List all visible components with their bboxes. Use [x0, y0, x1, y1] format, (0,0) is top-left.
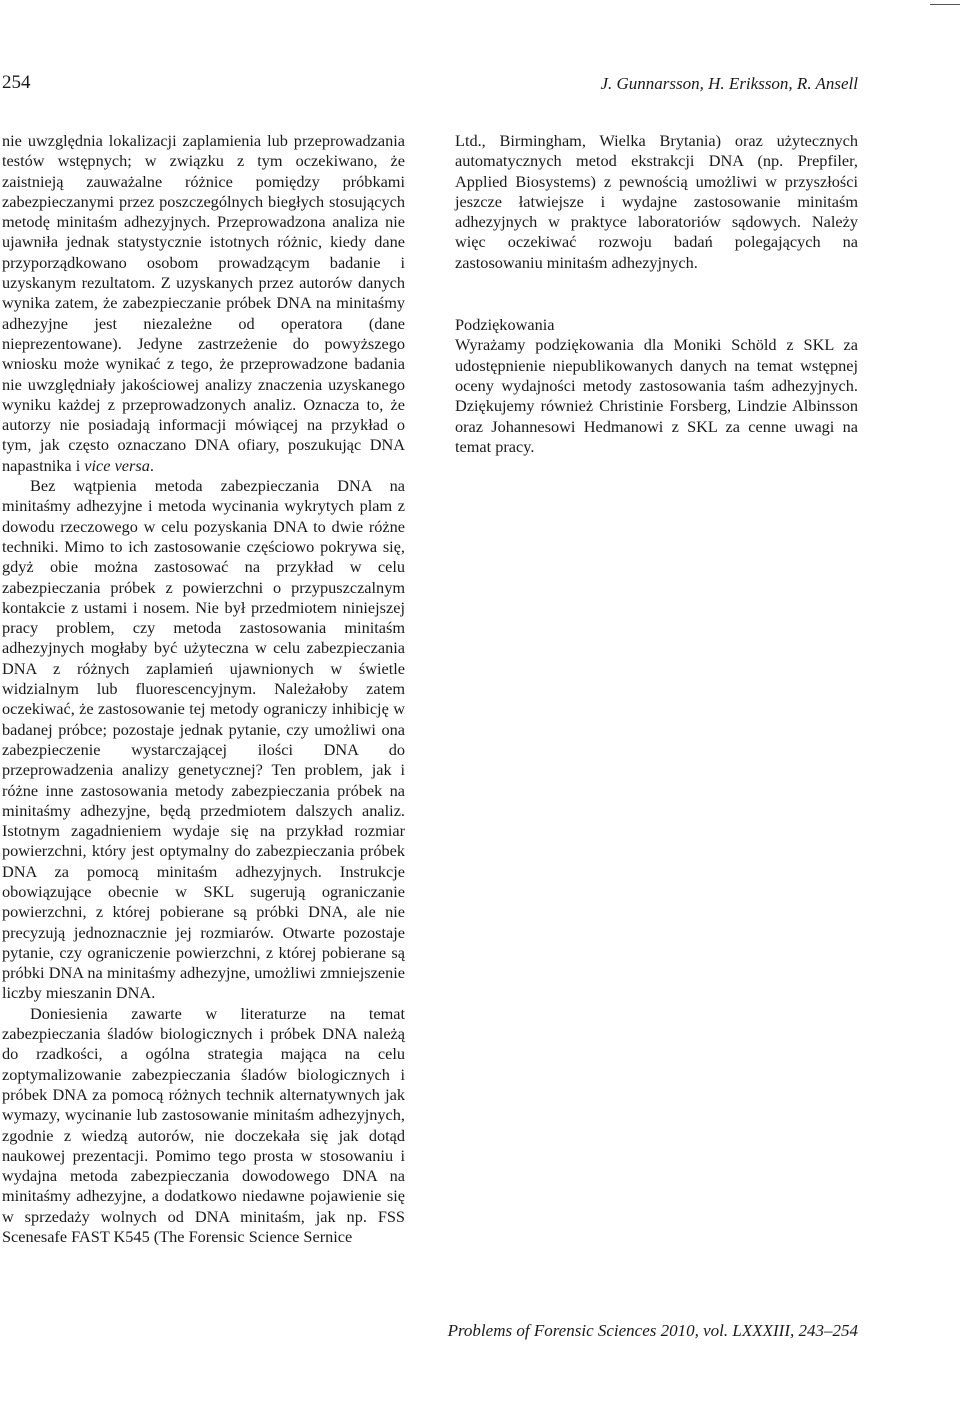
paragraph: Doniesienia zawarte w literaturze na temat zabezpieczania śladów biologicznych i próbek DNA należą do rzadkości, a ogólna strategia mająca na celu zoptymalizowanie zabezpieczania śladów biologicznych i próbek DNA za pomocą różnych technik alternatywnych jak wymazy, wycinanie lub zastosowanie minitaśm adhezyjnych, zgodnie z wiedzą autorów, nie doczekała się jak dotąd naukowej prezentacji. Pomimo tego prosta w stosowaniu i wydajna metoda zabezpieczania dowodowego DNA na minitaśmy adhezyjne, a dodatkowo niedawne pojawienie się w sprzedaży wolnych od DNA minitaśm, jak np. FSS Scenesafe FAST K545 (The Forensic Science Sernice [2, 1003, 405, 1247]
paragraph-end: . [149, 455, 154, 475]
acknowledgements-heading: Podziękowania [455, 315, 555, 335]
page-number: 254 [2, 72, 31, 93]
corner-rule [930, 4, 960, 5]
right-column [455, 131, 858, 457]
acknowledgements-text: Wyrażamy podziękowania dla Moniki Schöld z SKL za udostępnienie niepublikowanych danych na temat wstępnej oceny wydajności metody zastosowania taśm adhezyjnych. Dziękujemy również Christinie Forsberg, Lindzie Albinsson oraz Johannesowi Hedmanowi z SKL za cenne uwagi na temat pracy. [455, 335, 858, 456]
italic-phrase: vice versa [84, 455, 150, 475]
paragraph: Ltd., Birmingham, Wielka Brytania) oraz użytecznych automatycznych metod ekstrakcji DNA (np. Prepfiler, Applied Biosystems) z pewnością umożliwi w przyszłości jeszcze łatwiejsze i wydajne zastosowanie minitaśm adhezyjnych w praktyce laboratoriów sądowych. Należy więc oczekiwać rozwoju badań polegających na zastosowaniu minitaśm adhezyjnych. [455, 131, 858, 272]
paragraph: Bez wątpienia metoda zabezpieczania DNA na minitaśmy adhezyjne i metoda wycinania wykrytych plam z dowodu rzeczowego w celu pozyskania DNA to dwie różne techniki. Mimo to ich zastosowanie częściowo pokrywa się, gdyż obie można zastosować na przykład w celu zabezpieczania próbek z powierzchni o przypuszczalnym kontakcie z ustami i nosem. Nie był przedmiotem niniejszej pracy problem, czy metoda zastosowania minitaśm adhezyjnych mogłaby być użyteczna w celu zabezpieczania DNA z różnych zaplamień ujawnionych w świetle widzialnym lub fluorescencyjnym. Należałoby zatem oczekiwać, że zastosowanie tej metody ograniczy inhibicję w badanej próbce; pozostaje jednak pytanie, czy umożliwi ona zabezpieczenie wystarczającej ilości DNA do przeprowadzenia analizy genetycznej? Ten problem, jak i różne inne zastosowania metody zabezpieczania próbek na minitaśmy adhezyjne, będą przedmiotem dalszych analiz. Istotnym zagadnieniem wydaje się na przykład rozmiar powierzchni, który jest optymalny do zabezpieczania próbek DNA za pomocą minitaśm adhezyjnych. Instrukcje obowiązujące obecnie w SKL sugerują ograniczanie powierzchni, z której pobierane są próbki DNA, ale nie precyzują jednoznacznie jej rozmiarów. Otwarte pozostaje pytanie, czy ograniczenie powierzchni, z której pobierane są próbki DNA na minitaśmy adhezyjne, umożliwi zmniejszenie liczby mieszanin DNA. [2, 476, 405, 1003]
paragraph-text: nie uwzględnia lokalizacji zaplamienia lub przeprowadzania testów wstępnych; w związku z tym oczekiwano, że zaistnieją zauważalne różnice pomiędzy próbkami zabezpieczanymi przez poszczególnych biegłych stosujących metodę minitaśm adhezyjnych. Przeprowadzona analiza nie ujawniła jednak statystycznie istotnych różnic, kiedy dane przyporządkowano osobom prowadzącym badanie i uzyskanym rezultatom. Z uzyskanych przez autorów danych wynika zatem, że zabezpieczanie próbek DNA na minitaśmy adhezyjne jest niezależne od operatora (dane nieprezentowane). Jedyne zastrzeżenie do powyższego wniosku może wynikać z tego, że przeprowadzone badania nie uwzględniały jakościowej analizy znaczenia uzyskanego wyniku każdej z przeprowadzonych analiz. Oznacza to, że autorzy nie posiadają informacji mówiącej na przykład o tym, jak często oznaczano DNA ofiary, poszukując DNA napastnika i [2, 131, 405, 475]
left-column [2, 131, 405, 1247]
journal-footer: Problems of Forensic Sciences 2010, vol. LXXXIII, 243–254 [447, 1321, 858, 1340]
paragraph [2, 131, 405, 476]
running-head-authors: J. Gunnarsson, H. Eriksson, R. Ansell [600, 74, 858, 93]
